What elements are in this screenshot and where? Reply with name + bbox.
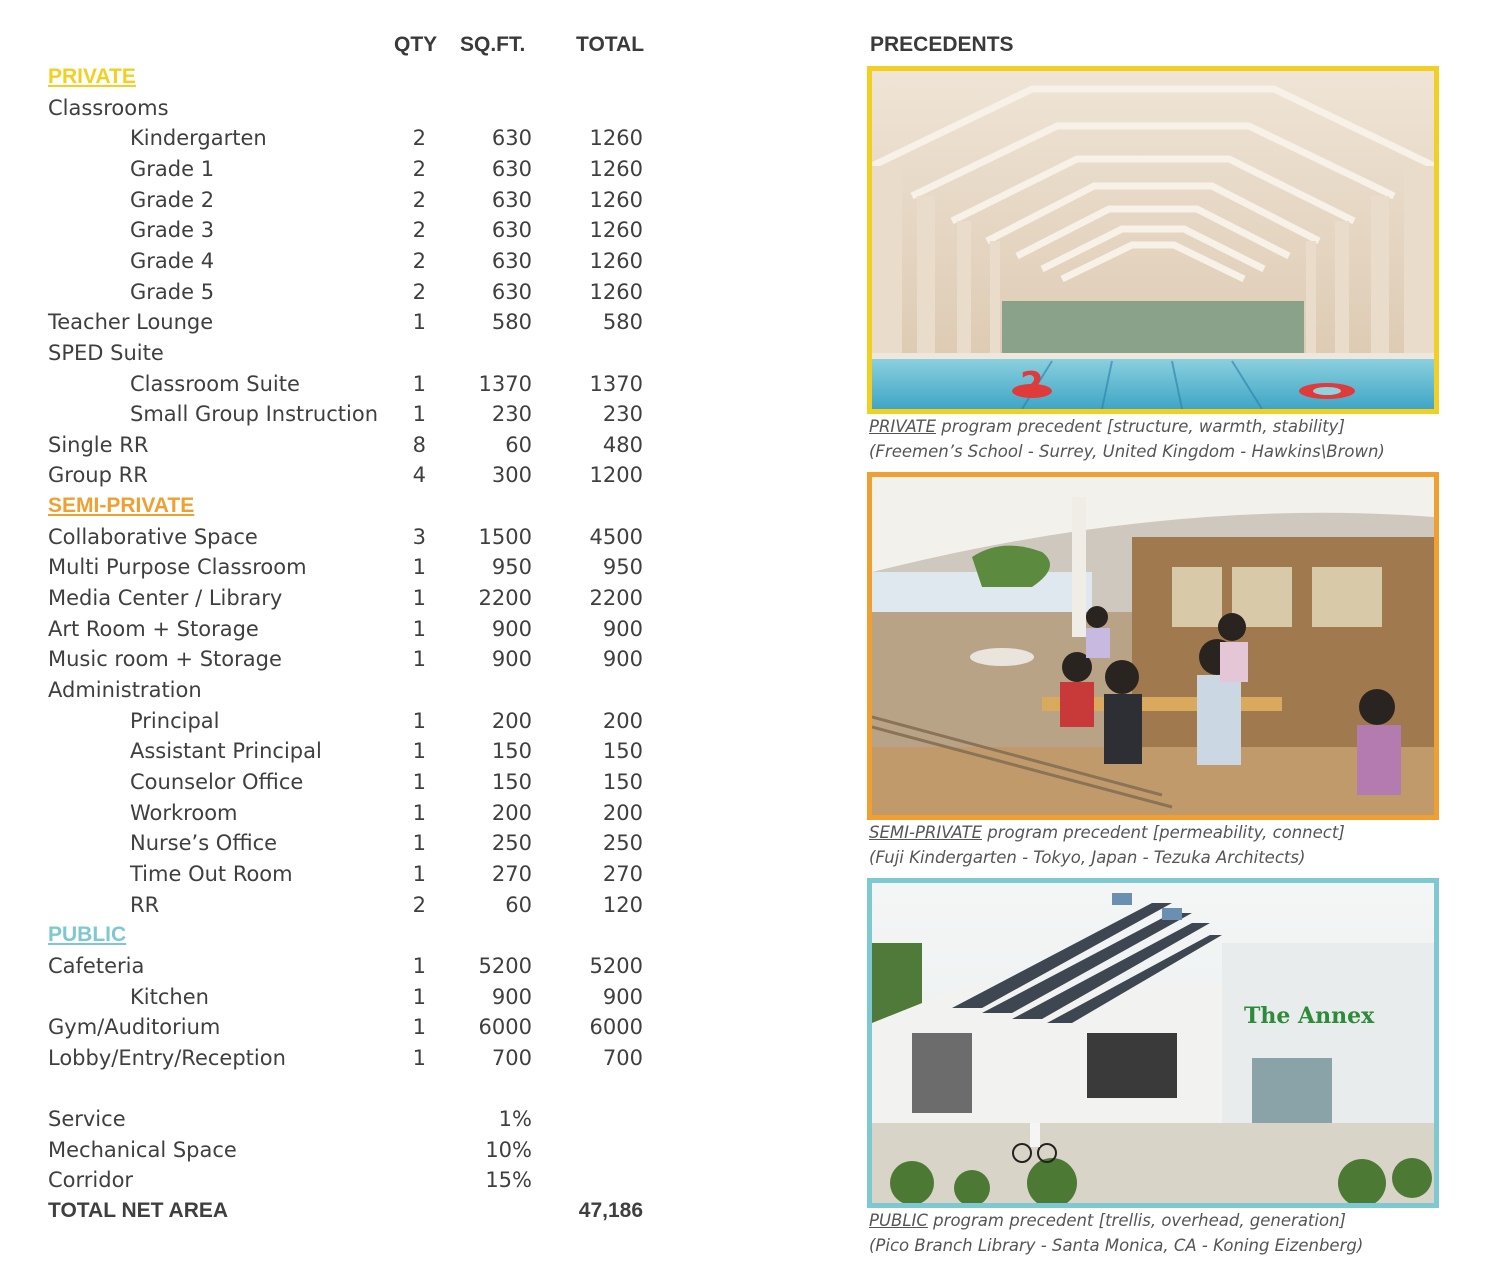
- total-cell: 950: [602, 555, 643, 580]
- sqft-cell: 580: [491, 310, 532, 335]
- row-grade-1: [0, 154, 700, 184]
- row-art-room-storage: [0, 614, 700, 644]
- qty-cell: 1: [412, 402, 426, 427]
- row-corridor: [0, 1165, 700, 1195]
- row-group-rr: [0, 460, 700, 490]
- sqft-cell: 60: [505, 432, 532, 457]
- total-cell: 5200: [589, 953, 643, 978]
- space-name: Grade 2: [130, 187, 215, 212]
- total-cell: 900: [602, 984, 643, 1009]
- total-cell: 1260: [589, 248, 643, 273]
- sqft-cell: 1%: [498, 1107, 532, 1132]
- space-name: Classrooms: [48, 95, 169, 120]
- row-grade-5: [0, 277, 700, 307]
- section-heading: PUBLIC: [48, 923, 127, 947]
- sqft-cell: 200: [491, 800, 532, 825]
- total-cell: 1370: [589, 371, 643, 396]
- public-caption-text: program precedent [trellis, overhead, generation]: [927, 1211, 1346, 1230]
- space-name: Cafeteria: [48, 953, 145, 978]
- space-name: Multi Purpose Classroom: [48, 555, 307, 580]
- qty-cell: 2: [412, 218, 426, 243]
- row-classroom-suite: [0, 369, 700, 399]
- semi-private-precedent-source: (Fuji Kindergarten - Tokyo, Japan - Tezuka Architects): [869, 848, 1306, 867]
- space-name: Single RR: [48, 432, 149, 457]
- space-name: RR: [130, 892, 160, 917]
- row-counselor-office: [0, 767, 700, 797]
- qty-cell: 2: [412, 126, 426, 151]
- sqft-cell: 900: [491, 616, 532, 641]
- semi-private-precedent-caption: [869, 820, 1345, 845]
- qty-header: QTY: [394, 33, 438, 56]
- qty-cell: 1: [412, 769, 426, 794]
- row-grade-3: [0, 215, 700, 245]
- precedents-panel: [866, 0, 1466, 1277]
- qty-cell: 1: [412, 616, 426, 641]
- qty-cell: 1: [412, 739, 426, 764]
- space-name: Grade 1: [130, 156, 215, 181]
- sqft-cell: 270: [491, 861, 532, 886]
- sqft-cell: 700: [491, 1045, 532, 1070]
- total-cell: 580: [602, 310, 643, 335]
- space-name: Corridor: [48, 1168, 134, 1193]
- qty-cell: 1: [412, 1015, 426, 1040]
- space-name: Administration: [48, 678, 202, 702]
- total-cell: 200: [602, 800, 643, 825]
- total-cell: 47,186: [578, 1199, 643, 1223]
- row-multi-purpose-classroom: [0, 552, 700, 582]
- private-precedent-source: (Freemen’s School - Surrey, United Kingdom - Hawkins\Brown): [869, 442, 1385, 461]
- space-name: Classroom Suite: [130, 371, 300, 396]
- program-table: [0, 0, 700, 1277]
- qty-cell: 1: [412, 310, 426, 335]
- qty-cell: 1: [412, 708, 426, 733]
- qty-cell: 2: [412, 892, 426, 917]
- sqft-cell: 900: [491, 984, 532, 1009]
- total-cell: 1200: [589, 463, 643, 488]
- total-cell: 200: [602, 708, 643, 733]
- row-collaborative-space: [0, 522, 700, 552]
- sqft-cell: 250: [491, 831, 532, 856]
- qty-cell: 4: [412, 463, 426, 488]
- section-private: [0, 62, 700, 92]
- qty-cell: 1: [412, 1045, 426, 1070]
- qty-cell: 1: [412, 371, 426, 396]
- row-kitchen: [0, 982, 700, 1012]
- space-name: Nurse’s Office: [130, 831, 278, 856]
- qty-cell: 8: [412, 432, 426, 457]
- sqft-cell: 5200: [478, 953, 532, 978]
- sqft-cell: 630: [491, 187, 532, 212]
- space-name: Kitchen: [130, 984, 209, 1009]
- total-cell: 2200: [589, 586, 643, 611]
- sqft-cell: 300: [491, 463, 532, 488]
- total-cell: 900: [602, 647, 643, 672]
- space-name: Time Out Room: [130, 861, 293, 886]
- semi-private-caption-text: program precedent [permeability, connect]: [982, 823, 1345, 842]
- space-name: Collaborative Space: [48, 524, 258, 549]
- kindergarten-children-photo: [872, 477, 1434, 815]
- group-sped-suite: [0, 338, 700, 368]
- row-assistant-principal: [0, 736, 700, 766]
- sqft-cell: 150: [491, 769, 532, 794]
- sqft-cell: 900: [491, 647, 532, 672]
- sqft-cell: 230: [491, 402, 532, 427]
- row-rr: [0, 890, 700, 920]
- row-grade-2: [0, 185, 700, 215]
- total-cell: 480: [602, 432, 643, 457]
- qty-cell: 2: [412, 187, 426, 212]
- total-cell: 900: [602, 616, 643, 641]
- space-name: Lobby/Entry/Reception: [48, 1045, 286, 1070]
- annex-sign-text: The Annex: [1244, 1003, 1375, 1029]
- total-total-net-area: [0, 1196, 700, 1226]
- indoor-pool-timber-frame-photo: [872, 71, 1434, 409]
- sqft-cell: 630: [491, 126, 532, 151]
- sqft-cell: 1500: [478, 524, 532, 549]
- row-single-rr: [0, 430, 700, 460]
- row-mechanical-space: [0, 1135, 700, 1165]
- sqft-cell: 60: [505, 892, 532, 917]
- row-teacher-lounge: [0, 307, 700, 337]
- total-cell: 6000: [589, 1015, 643, 1040]
- space-name: Small Group Instruction: [130, 402, 379, 427]
- private-caption-text: program precedent [structure, warmth, stability]: [936, 417, 1345, 436]
- total-cell: 1260: [589, 279, 643, 304]
- sqft-cell: 630: [491, 248, 532, 273]
- total-cell: 150: [602, 739, 643, 764]
- section-public: [0, 920, 700, 950]
- section-semi-private: [0, 491, 700, 521]
- total-cell: 250: [602, 831, 643, 856]
- row-music-room-storage: [0, 644, 700, 674]
- space-name: Grade 4: [130, 248, 215, 273]
- space-name: Gym/Auditorium: [48, 1015, 221, 1040]
- qty-cell: 1: [412, 861, 426, 886]
- row-grade-4: [0, 246, 700, 276]
- space-name: Group RR: [48, 463, 148, 488]
- space-name: Grade 5: [130, 279, 215, 304]
- svg-text:2: 2: [1020, 365, 1044, 405]
- total-cell: 120: [602, 892, 643, 917]
- sqft-cell: 630: [491, 279, 532, 304]
- total-cell: 1260: [589, 218, 643, 243]
- space-name: Service: [48, 1107, 126, 1132]
- space-name: Counselor Office: [130, 769, 304, 794]
- space-name: SPED Suite: [48, 340, 164, 365]
- space-name: Workroom: [130, 800, 238, 825]
- total-header: TOTAL: [576, 33, 645, 56]
- space-name: Teacher Lounge: [48, 310, 214, 335]
- sqft-cell: 200: [491, 708, 532, 733]
- space-name: Art Room + Storage: [48, 616, 259, 641]
- total-cell: 4500: [589, 524, 643, 549]
- row-time-out-room: [0, 859, 700, 889]
- total-cell: 150: [602, 769, 643, 794]
- qty-cell: 3: [412, 524, 426, 549]
- space-name: Mechanical Space: [48, 1137, 237, 1162]
- semi-private-caption-label: SEMI-PRIVATE: [869, 823, 982, 842]
- space-name: Grade 3: [130, 218, 215, 243]
- space-name: Media Center / Library: [48, 586, 283, 611]
- total-cell: 270: [602, 861, 643, 886]
- semi-private-precedent-photo: [867, 472, 1439, 820]
- row-small-group-instruction: [0, 399, 700, 429]
- total-cell: 1260: [589, 126, 643, 151]
- sqft-cell: 15%: [485, 1168, 532, 1193]
- qty-cell: 1: [412, 953, 426, 978]
- space-name: Music room + Storage: [48, 647, 282, 672]
- row-media-center-library: [0, 583, 700, 613]
- precedents-title: PRECEDENTS: [870, 33, 1014, 56]
- total-cell: 1260: [589, 187, 643, 212]
- public-precedent-source: (Pico Branch Library - Santa Monica, CA - Koning Eizenberg): [869, 1236, 1364, 1255]
- qty-cell: 2: [412, 156, 426, 181]
- group-classrooms: [0, 93, 700, 123]
- space-name: Kindergarten: [130, 126, 267, 151]
- private-precedent-caption: [869, 414, 1345, 439]
- public-caption-label: PUBLIC: [869, 1211, 928, 1230]
- group-administration: [0, 675, 700, 705]
- sqft-cell: 950: [491, 555, 532, 580]
- space-name: Assistant Principal: [130, 739, 322, 764]
- qty-cell: 2: [412, 279, 426, 304]
- sqft-cell: 630: [491, 156, 532, 181]
- qty-cell: 1: [412, 800, 426, 825]
- qty-cell: 1: [412, 555, 426, 580]
- section-heading: PRIVATE: [48, 65, 136, 88]
- sqft-cell: 10%: [485, 1137, 532, 1162]
- qty-cell: 1: [412, 831, 426, 856]
- sqft-cell: 1370: [478, 371, 532, 396]
- row-kindergarten: [0, 123, 700, 153]
- qty-cell: 1: [412, 586, 426, 611]
- public-precedent-photo: [867, 878, 1439, 1208]
- sqft-cell: 6000: [478, 1015, 532, 1040]
- space-name: Principal: [130, 708, 220, 733]
- total-cell: 230: [602, 402, 643, 427]
- row-lobby-entry-reception: [0, 1043, 700, 1073]
- public-precedent-caption: [869, 1208, 1346, 1233]
- row-principal: [0, 706, 700, 736]
- private-precedent-photo: [867, 66, 1439, 414]
- library-trellis-building-photo: [872, 883, 1434, 1203]
- row-workroom: [0, 798, 700, 828]
- total-cell: 1260: [589, 156, 643, 181]
- qty-cell: 1: [412, 647, 426, 672]
- sqft-header: SQ.FT.: [460, 33, 526, 56]
- private-caption-label: PRIVATE: [869, 417, 937, 436]
- space-name: TOTAL NET AREA: [48, 1199, 229, 1223]
- qty-cell: 1: [412, 984, 426, 1009]
- row-service: [0, 1104, 700, 1134]
- section-heading: SEMI-PRIVATE: [48, 494, 195, 518]
- sqft-cell: 150: [491, 739, 532, 764]
- qty-cell: 2: [412, 248, 426, 273]
- row-gym-auditorium: [0, 1012, 700, 1042]
- row-nurse-s-office: [0, 828, 700, 858]
- sqft-cell: 2200: [478, 586, 532, 611]
- row-cafeteria: [0, 951, 700, 981]
- sqft-cell: 630: [491, 218, 532, 243]
- total-cell: 700: [602, 1045, 643, 1070]
